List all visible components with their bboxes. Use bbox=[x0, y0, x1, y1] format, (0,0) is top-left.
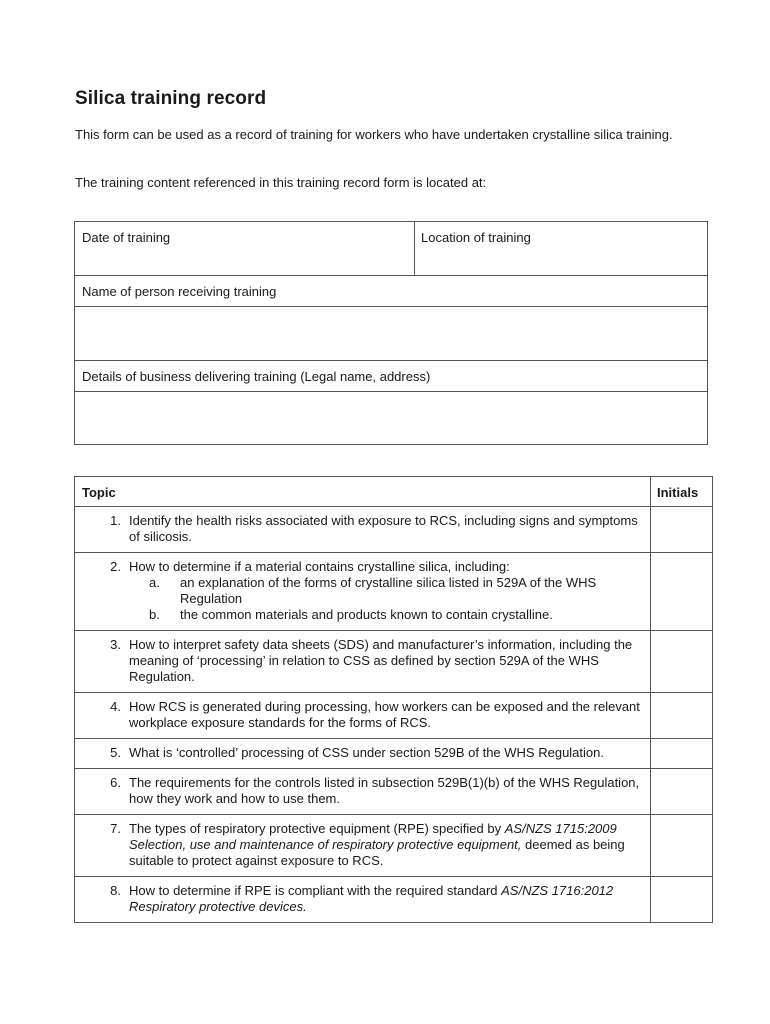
standard-citation: AS/NZS 1715:2009 Selection, use and maintenance of respiratory protective equipment, bbox=[129, 821, 617, 852]
topic-text bbox=[129, 883, 642, 915]
initials-cell[interactable] bbox=[651, 877, 713, 923]
location-of-training-label: Location of training bbox=[421, 230, 531, 245]
initials-cell[interactable] bbox=[651, 769, 713, 815]
table-row bbox=[75, 877, 713, 923]
topic-column-header: Topic bbox=[75, 477, 651, 507]
topic-text: How to determine if a material contains crystalline silica, including: bbox=[129, 559, 510, 574]
initials-column-header: Initials bbox=[651, 477, 713, 507]
business-details-label: Details of business delivering training (Legal name, address) bbox=[82, 369, 431, 384]
sub-item bbox=[149, 607, 642, 623]
table-row bbox=[75, 631, 713, 693]
standard-citation: AS/NZS 1716:2012 Respiratory protective devices. bbox=[129, 883, 614, 914]
sub-item bbox=[149, 575, 642, 607]
person-name-field[interactable] bbox=[75, 307, 707, 360]
date-of-training-label: Date of training bbox=[82, 230, 171, 245]
topic-number: 6. bbox=[110, 775, 121, 790]
training-details-table bbox=[74, 221, 708, 445]
row-divider bbox=[75, 275, 707, 276]
sub-item-letter: a. bbox=[149, 575, 160, 590]
sub-item-letter: b. bbox=[149, 607, 160, 622]
topic-number: 8. bbox=[110, 883, 121, 898]
topic-text: How RCS is generated during processing, how workers can be exposed and the relevant workplace exposure standards for the forms of RCS. bbox=[129, 699, 640, 730]
location-of-training-field[interactable] bbox=[415, 222, 707, 275]
page-title: Silica training record bbox=[75, 88, 267, 109]
topic-text: Identify the health risks associated with exposure to RCS, including signs and symptoms of silicosis. bbox=[129, 513, 638, 544]
initials-cell[interactable] bbox=[651, 739, 713, 769]
row-divider bbox=[75, 360, 707, 361]
reference-paragraph: The training content referenced in this training record form is located at: bbox=[75, 175, 487, 190]
initials-cell[interactable] bbox=[651, 693, 713, 739]
sub-item-text: an explanation of the forms of crystalline silica listed in 529A of the WHS Regulation bbox=[180, 575, 597, 606]
table-row bbox=[75, 769, 713, 815]
training-topics-table bbox=[74, 476, 713, 923]
topic-number: 3. bbox=[110, 637, 121, 652]
table-row bbox=[75, 553, 713, 631]
date-of-training-field[interactable] bbox=[75, 222, 414, 275]
topic-text: What is ‘controlled’ processing of CSS under section 529B of the WHS Regulation. bbox=[129, 745, 604, 760]
topic-text: The requirements for the controls listed in subsection 529B(1)(b) of the WHS Regulation, how they work and how to use them. bbox=[129, 775, 640, 806]
intro-paragraph: This form can be used as a record of training for workers who have undertaken crystalline silica training. bbox=[75, 127, 673, 142]
table-header-row bbox=[75, 477, 713, 507]
topic-number: 5. bbox=[110, 745, 121, 760]
topic-number: 2. bbox=[110, 559, 121, 574]
initials-cell[interactable] bbox=[651, 553, 713, 631]
topic-text-part: The types of respiratory protective equipment (RPE) specified by bbox=[129, 821, 505, 836]
topic-number: 4. bbox=[110, 699, 121, 714]
initials-cell[interactable] bbox=[651, 507, 713, 553]
table-row bbox=[75, 815, 713, 877]
table-row bbox=[75, 693, 713, 739]
person-name-label: Name of person receiving training bbox=[82, 284, 277, 299]
topic-number: 7. bbox=[110, 821, 121, 836]
table-row bbox=[75, 507, 713, 553]
topic-text: How to interpret safety data sheets (SDS) and manufacturer’s information, including the meaning of ‘processing’ in relation to CSS as defined by section 529A of the WHS Regulation. bbox=[129, 637, 633, 684]
topic-text bbox=[129, 821, 642, 869]
sub-item-text: the common materials and products known to contain crystalline. bbox=[180, 607, 553, 622]
topic-text-part: deemed as being suitable to protect against exposure to RCS. bbox=[129, 837, 625, 868]
initials-cell[interactable] bbox=[651, 631, 713, 693]
business-details-field[interactable] bbox=[75, 392, 707, 444]
topic-text-part: How to determine if RPE is compliant with the required standard bbox=[129, 883, 502, 898]
initials-cell[interactable] bbox=[651, 815, 713, 877]
table-row bbox=[75, 739, 713, 769]
topic-number: 1. bbox=[110, 513, 121, 528]
